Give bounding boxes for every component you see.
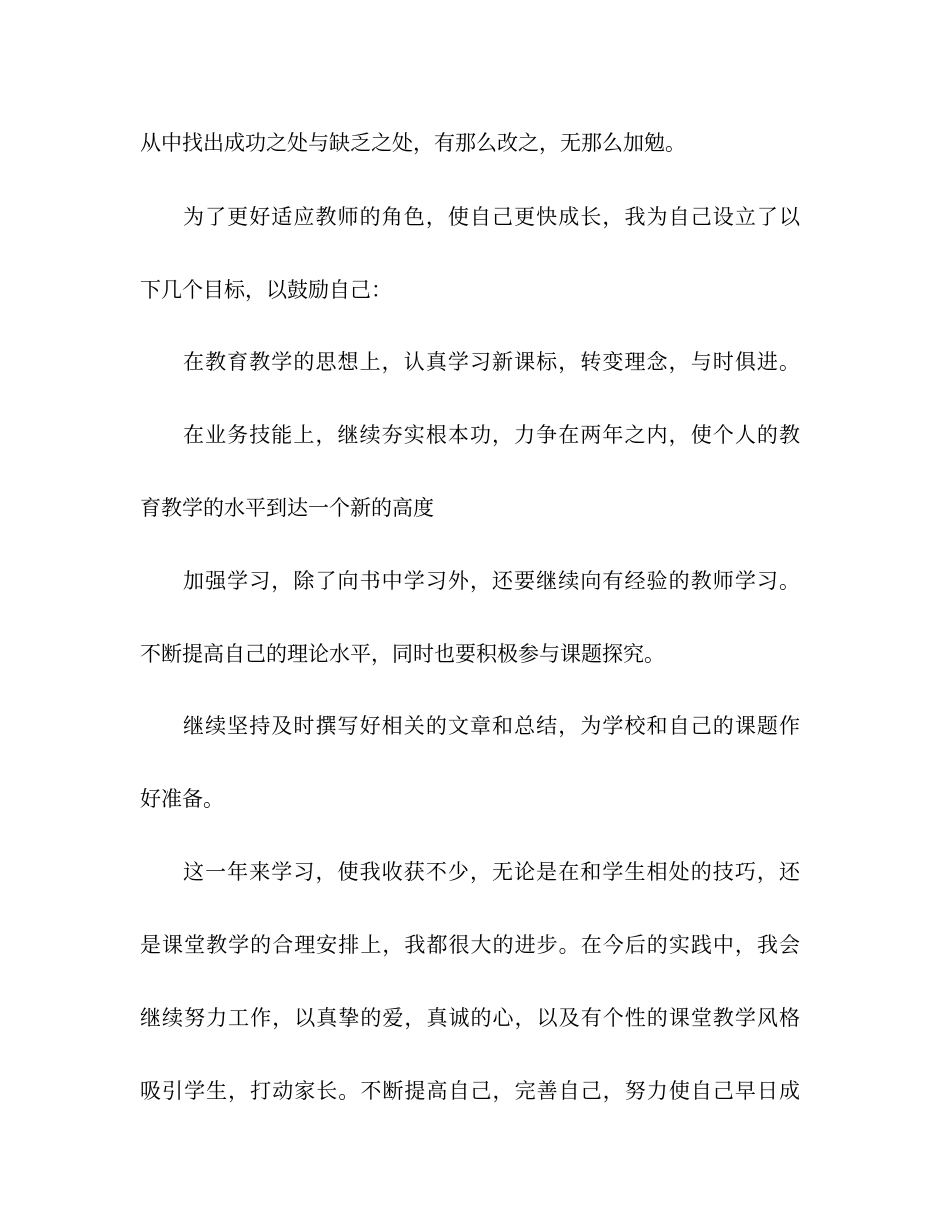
text-line: 从中找出成功之处与缺乏之处，有那么改之，无那么加勉。 (140, 131, 686, 155)
paragraph-start-line: 加强学习，除了向书中学习外，还要继续向有经验的教师学习。 (183, 569, 800, 593)
text-line: 不断提高自己的理论水平，同时也要积极参与课题探究。 (140, 642, 665, 666)
paragraph-start-line: 这一年来学习，使我收获不少，无论是在和学生相处的技巧，还 (183, 860, 800, 884)
text-line: 吸引学生，打动家长。不断提高自己，完善自己，努力使自己早日成 (140, 1079, 800, 1103)
text-line: 是课堂教学的合理安排上，我都很大的进步。在今后的实践中，我会 (140, 933, 800, 957)
text-line: 继续努力工作，以真挚的爱，真诚的心，以及有个性的课堂教学风格 (140, 1006, 800, 1030)
text-line: 下几个目标，以鼓励自己： (140, 278, 392, 302)
text-line: 好准备。 (140, 787, 224, 811)
paragraph-start-line: 在教育教学的思想上，认真学习新课标，转变理念，与时俱进。 (183, 350, 800, 374)
paragraph-start-line: 在业务技能上，继续夯实根本功，力争在两年之内，使个人的教 (183, 423, 800, 447)
paragraph-start-line: 继续坚持及时撰写好相关的文章和总结，为学校和自己的课题作 (183, 714, 800, 738)
paragraph-start-line: 为了更好适应教师的角色，使自己更快成长，我为自己设立了以 (183, 205, 800, 229)
text-line: 育教学的水平到达一个新的高度 (140, 496, 434, 520)
